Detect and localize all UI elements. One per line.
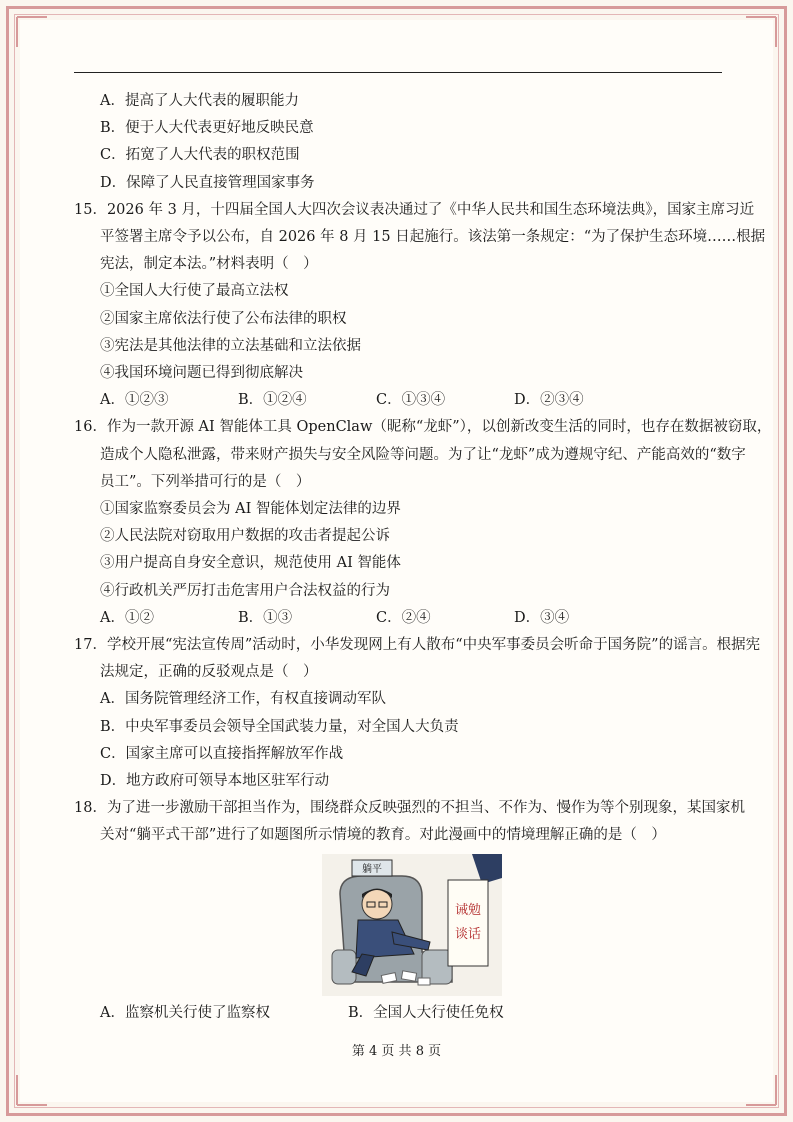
option: D．保障了人民直接管理国家事务 — [100, 174, 315, 191]
option: A．①②③ — [100, 392, 169, 409]
statement-item: ③用户提高自身安全意识，规范使用 AI 智能体 — [100, 555, 401, 572]
option: A．①② — [100, 609, 154, 626]
question-16 — [74, 414, 772, 632]
option: C．①③④ — [376, 392, 446, 409]
statement-item: ③宪法是其他法律的立法基础和立法依据 — [100, 337, 361, 354]
option: C．国家主席可以直接指挥解放军作战 — [100, 745, 344, 762]
answer-options — [74, 1000, 724, 1027]
header-rule — [74, 72, 722, 73]
cartoon-figure — [74, 854, 724, 996]
cartoon-scroll-text: 诫勉 — [454, 902, 482, 918]
question-stem: 平签署主席令予以公布，自 2026 年 8 月 15 日起施行。该法第一条规定：“为了保护生态环境……根据 — [100, 229, 766, 246]
cartoon-sign-text: 躺平 — [362, 863, 382, 875]
option: B．①③ — [238, 609, 293, 626]
option: B．便于人大代表更好地反映民意 — [100, 120, 314, 137]
page-footer: 第 4 页 共 8 页 — [351, 1044, 442, 1059]
question-stem: 16．作为一款开源 AI 智能体工具 OpenClaw（昵称“龙虾”），以创新改变生活的同时，也存在数据被窃取， — [74, 419, 772, 436]
answer-options — [74, 605, 724, 632]
statement-item: ①国家监察委员会为 AI 智能体划定法律的边界 — [100, 501, 401, 518]
cartoon-image — [322, 854, 502, 996]
statement-item: ①全国人大行使了最高立法权 — [100, 283, 289, 300]
option: B．全国人大行使任免权 — [348, 1004, 504, 1021]
question-17 — [74, 632, 761, 795]
cartoon-scroll-text: 谈话 — [454, 926, 482, 942]
option: C．②④ — [376, 609, 431, 626]
question-18 — [74, 795, 745, 1027]
option: C．拓宽了人大代表的职权范围 — [100, 147, 300, 164]
answer-options — [74, 387, 724, 414]
statement-item: ④行政机关严厉打击危害用户合法权益的行为 — [100, 582, 390, 599]
question-stem: 18．为了进一步激励干部担当作为，围绕群众反映强烈的不担当、不作为、慢作为等个别现象，某国家机 — [74, 800, 745, 817]
question-stem: 17．学校开展“宪法宣传周”活动时，小华发现网上有人散布“中央军事委员会听命于国务院”的谣言。根据宪 — [74, 637, 761, 654]
option: B．①②④ — [238, 392, 307, 409]
question-15 — [74, 197, 766, 415]
option: B．中央军事委员会领导全国武装力量，对全国人大负责 — [100, 718, 459, 735]
statement-item: ④我国环境问题已得到彻底解决 — [100, 365, 303, 382]
option: A．国务院管理经济工作，有权直接调动军队 — [100, 691, 386, 708]
option: D．②③④ — [514, 392, 584, 409]
question-stem: 员工”。下列举措可行的是（ ） — [100, 473, 311, 490]
question-stem: 造成个人隐私泄露，带来财产损失与安全风险等问题。为了让“龙虾”成为遵规守纪、产能高效的“数字 — [100, 446, 746, 463]
option: A．监察机关行使了监察权 — [100, 1004, 270, 1021]
statement-item: ②国家主席依法行使了公布法律的职权 — [100, 310, 347, 327]
question-stem: 15．2026 年 3 月，十四届全国人大四次会议表决通过了《中华人民共和国生态环境法典》，国家主席习近 — [74, 201, 755, 218]
question-stem: 法规定，正确的反驳观点是（ ） — [100, 664, 318, 681]
question-stem: 宪法，制定本法。”材料表明（ ） — [100, 256, 318, 273]
option: D．③④ — [514, 609, 570, 626]
statement-item: ②人民法院对窃取用户数据的攻击者提起公诉 — [100, 528, 390, 545]
question-stem: 关对“躺平式干部”进行了如题图所示情境的教育。对此漫画中的情境理解正确的是（ ） — [100, 827, 666, 844]
option: D．地方政府可领导本地区驻军行动 — [100, 773, 330, 790]
prev-question-options — [74, 88, 724, 197]
exam-content — [74, 88, 772, 1027]
option: A．提高了人大代表的履职能力 — [100, 93, 299, 109]
